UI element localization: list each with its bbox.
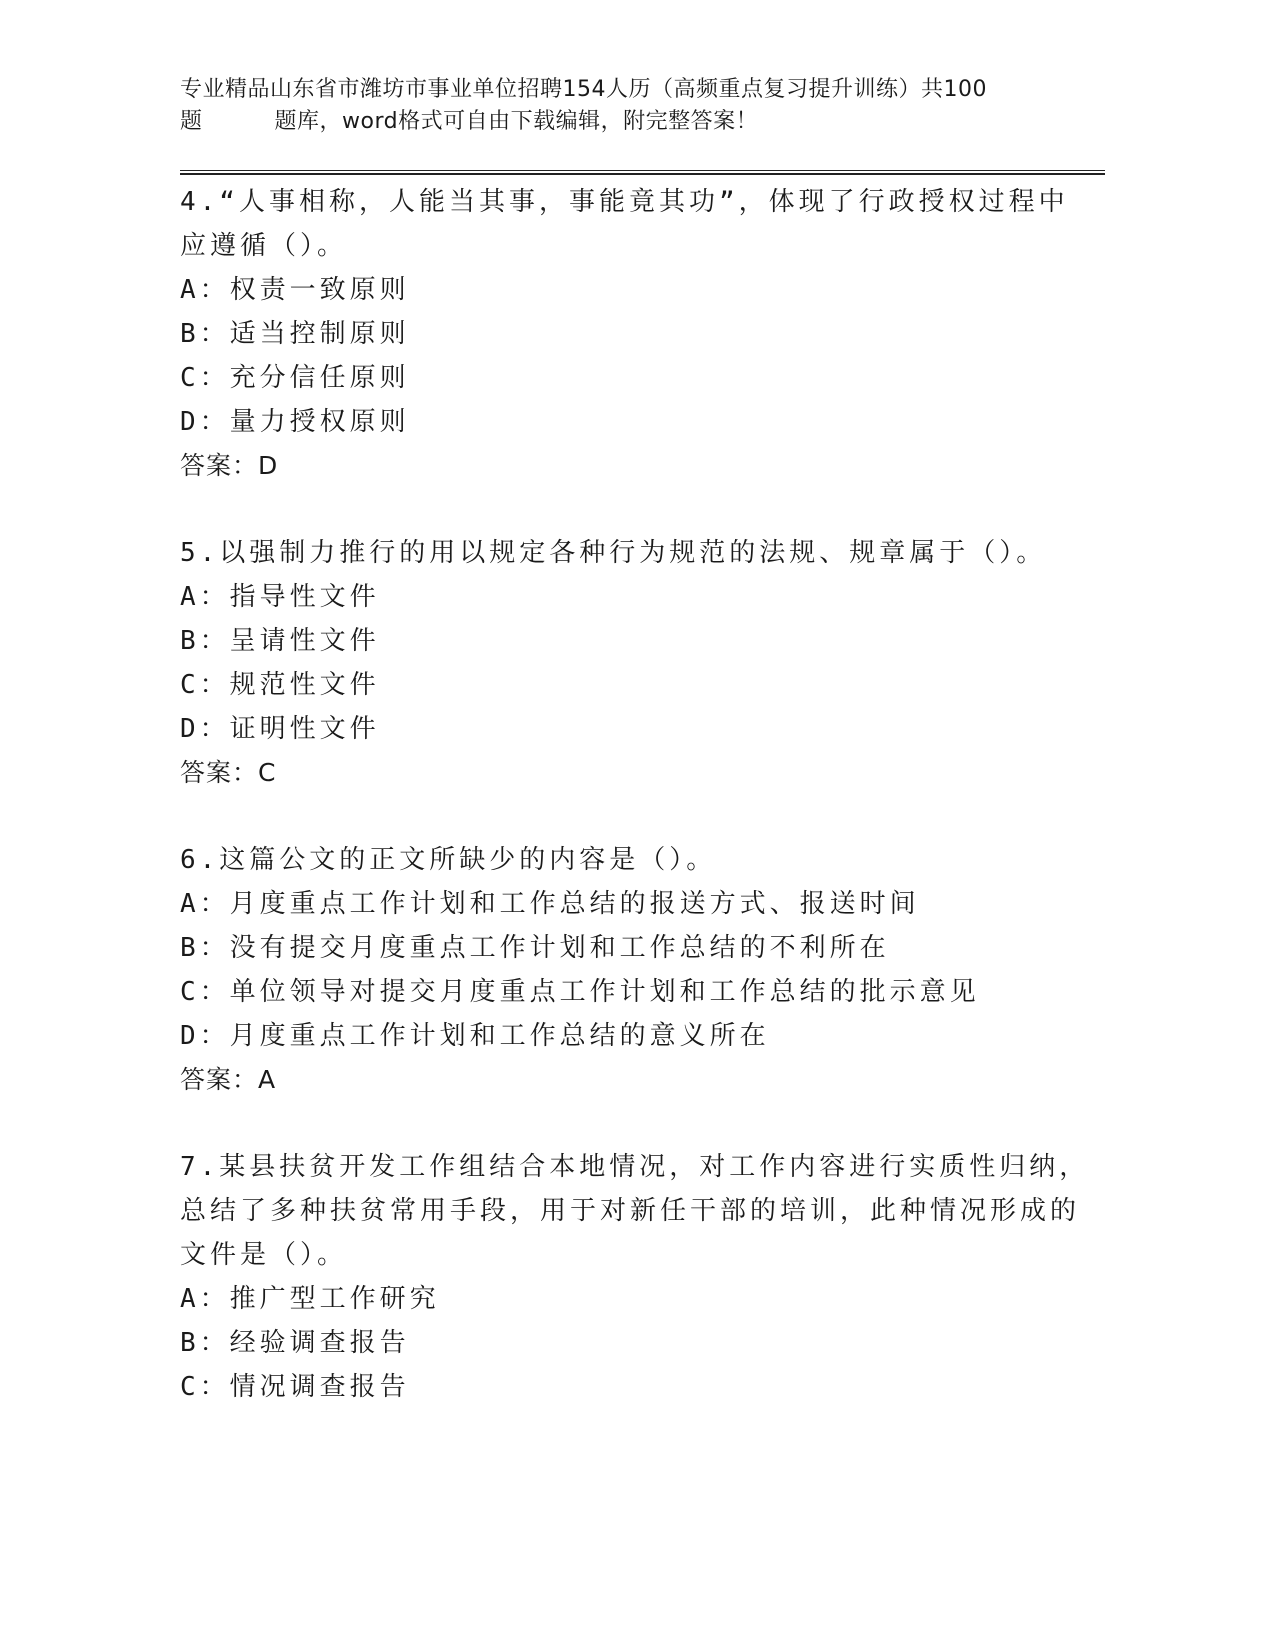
question-stem-line: 7.某县扶贫开发工作组结合本地情况，对工作内容进行实质性归纳， (180, 1152, 1090, 1182)
header-title-line2-left: 题 (180, 109, 203, 134)
option-a: A：指导性文件 (180, 582, 380, 612)
question-4 (180, 180, 1080, 488)
option-d: D：证明性文件 (180, 714, 380, 744)
answer-label: 答案：A (180, 1065, 277, 1094)
option-c: C：单位领导对提交月度重点工作计划和工作总结的批示意见 (180, 977, 980, 1007)
question-list (180, 180, 1090, 1452)
answer-label: 答案：D (180, 451, 279, 480)
option-b: B：经验调查报告 (180, 1328, 410, 1358)
header-title-line2 (180, 106, 1080, 138)
option-b: B：没有提交月度重点工作计划和工作总结的不利所在 (180, 933, 890, 963)
option-d: D：月度重点工作计划和工作总结的意义所在 (180, 1021, 770, 1051)
option-c: C：规范性文件 (180, 670, 380, 700)
question-5 (180, 531, 1080, 795)
option-b: B：呈请性文件 (180, 626, 380, 656)
question-6 (180, 838, 1080, 1102)
question-7 (180, 1145, 1090, 1409)
header-title-line2-right: 题库，word格式可自由下载编辑，附完整答案！ (274, 109, 759, 134)
question-stem-line: 应遵循（）。 (180, 231, 348, 261)
answer-label: 答案：C (180, 758, 277, 787)
question-stem-line: 5.以强制力推行的用以规定各种行为规范的法规、规章属于（）。 (180, 538, 1047, 568)
option-d: D：量力授权原则 (180, 407, 410, 437)
header-divider-thick (180, 173, 1105, 175)
option-c: C：充分信任原则 (180, 363, 410, 393)
question-stem-line: 4.“人事相称，人能当其事，事能竟其功”，体现了行政授权过程中 (180, 187, 1069, 217)
document-header (180, 74, 1080, 138)
option-a: A：权责一致原则 (180, 275, 410, 305)
option-c: C：情况调查报告 (180, 1372, 410, 1402)
header-divider-thin (180, 170, 1105, 171)
question-stem-line: 6.这篇公文的正文所缺少的内容是（）。 (180, 845, 717, 875)
question-stem-line: 文件是（）。 (180, 1240, 348, 1270)
option-b: B：适当控制原则 (180, 319, 410, 349)
option-a: A：推广型工作研究 (180, 1284, 440, 1314)
question-stem-line: 总结了多种扶贫常用手段，用于对新任干部的培训，此种情况形成的 (180, 1196, 1081, 1226)
header-title-line1: 专业精品山东省市潍坊市事业单位招聘154人历（高频重点复习提升训练）共100 (180, 77, 987, 102)
option-a: A：月度重点工作计划和工作总结的报送方式、报送时间 (180, 889, 920, 919)
